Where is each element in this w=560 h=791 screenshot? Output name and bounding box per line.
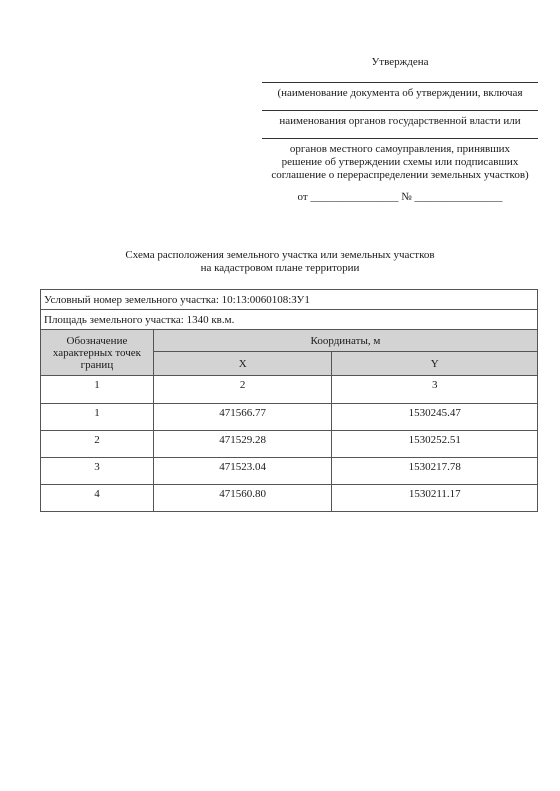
point-cell: 1 [41, 404, 154, 431]
approval-blank-line [262, 110, 538, 111]
table-row [41, 404, 538, 431]
x-cell: 471560.80 [153, 485, 332, 512]
table-header-row [41, 330, 538, 352]
approval-title: Утверждена [371, 56, 429, 68]
header-coordinates: Координаты, м [153, 330, 537, 352]
point-cell: 4 [41, 485, 154, 512]
approval-caption-line-3c: соглашение о перераспределении земельных участков) [271, 169, 529, 181]
approval-caption-line-3a: органов местного самоуправления, принявших [289, 143, 511, 155]
x-cell: 471566.77 [153, 404, 332, 431]
scheme-title [40, 249, 520, 275]
scheme-title-line-2: на кадастровом плане территории [200, 262, 360, 274]
point-cell: 2 [41, 431, 154, 458]
index-cell: 3 [332, 376, 538, 404]
approval-signature-line: от ________________ № ________________ [297, 191, 503, 203]
table-row [41, 485, 538, 512]
coordinates-table [40, 289, 538, 512]
approval-block [262, 56, 538, 204]
point-cell: 3 [41, 458, 154, 485]
header-y: Y [332, 352, 538, 376]
parcel-area: Площадь земельного участка: 1340 кв.м. [41, 310, 538, 330]
table-row [41, 290, 538, 310]
y-cell: 1530217.78 [332, 458, 538, 485]
table-row [41, 376, 538, 404]
table-row [41, 310, 538, 330]
approval-caption-line-1: (наименование документа об утверждении, включая [277, 87, 523, 99]
scheme-title-line-1: Схема расположения земельного участка или земельных участков [125, 249, 435, 261]
index-cell: 1 [41, 376, 154, 404]
index-cell: 2 [153, 376, 332, 404]
y-cell: 1530245.47 [332, 404, 538, 431]
x-cell: 471529.28 [153, 431, 332, 458]
header-point: Обозначение характерных точек границ [41, 330, 154, 376]
y-cell: 1530252.51 [332, 431, 538, 458]
approval-caption-line-3b: решение об утверждении схемы или подписавших [281, 156, 519, 168]
y-cell: 1530211.17 [332, 485, 538, 512]
approval-caption-line-2: наименования органов государственной власти или [279, 115, 521, 127]
table-row [41, 458, 538, 485]
x-cell: 471523.04 [153, 458, 332, 485]
approval-blank-line [262, 82, 538, 83]
parcel-number: Условный номер земельного участка: 10:13:0060108:ЗУ1 [41, 290, 538, 310]
table-row [41, 431, 538, 458]
approval-blank-line [262, 138, 538, 139]
header-x: X [153, 352, 332, 376]
